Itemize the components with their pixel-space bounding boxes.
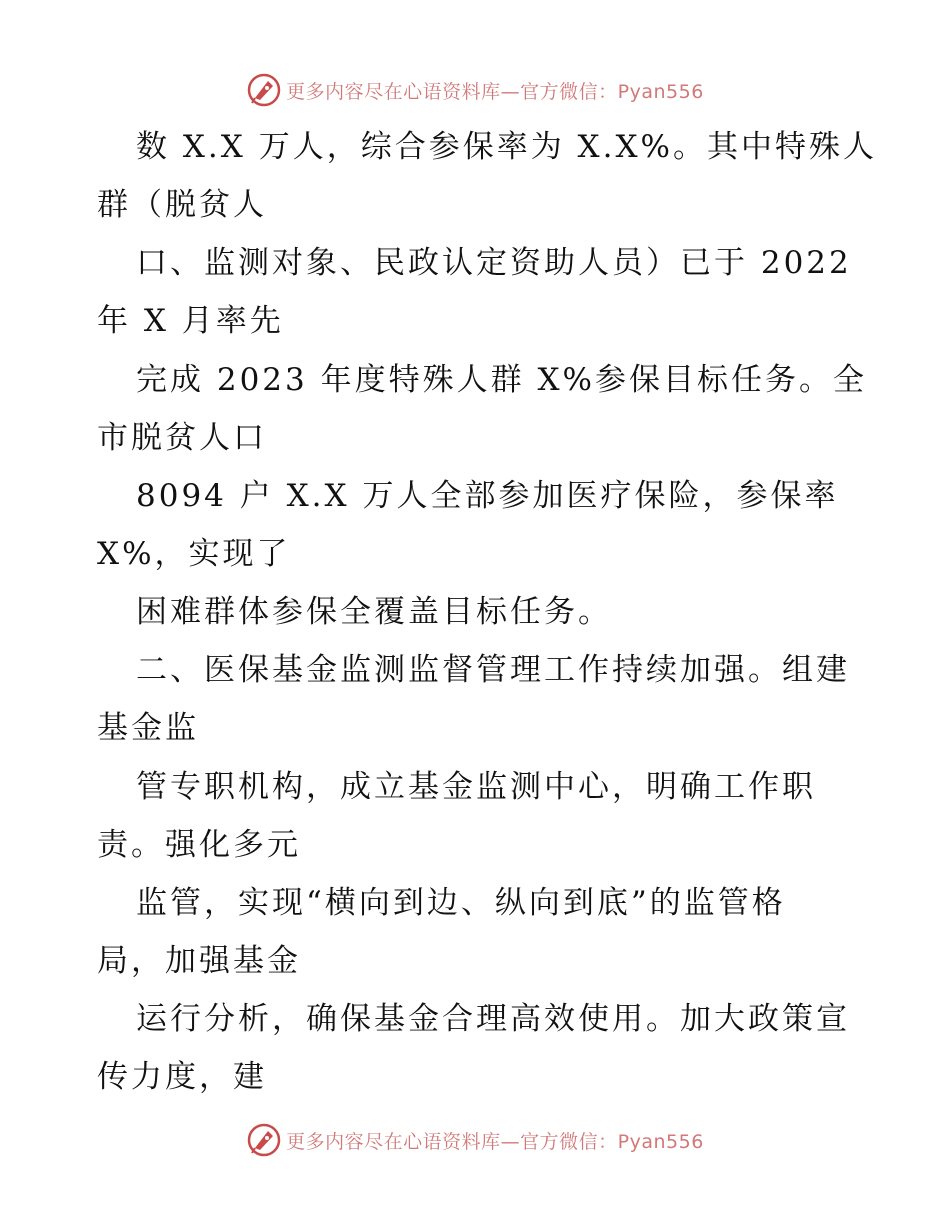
body-line-12: 管专职机构，成立基金监测中心，明确工作职 bbox=[136, 769, 816, 805]
body-line-15: 局，加强基金 bbox=[97, 943, 301, 979]
body-line-3: 口、监测对象、民政认定资助人员）已于 2022 bbox=[136, 245, 852, 281]
body-line-8: X%，实现了 bbox=[97, 536, 291, 572]
body-line-6: 市脱贫人口 bbox=[97, 420, 267, 456]
body-line-7: 8094 户 X.X 万人全部参加医疗保险，参保率 bbox=[136, 478, 839, 514]
body-line-11: 基金监 bbox=[97, 710, 199, 746]
body-line-17: 传力度，建 bbox=[97, 1059, 267, 1095]
banner-text: 更多内容尽在心语资料库—官方微信：Pyan556 bbox=[286, 80, 704, 103]
body-line-1: 数 X.X 万人，综合参保率为 X.X%。其中特殊人 bbox=[136, 129, 878, 165]
body-line-13: 责。强化多元 bbox=[97, 827, 301, 863]
body-line-5: 完成 2023 年度特殊人群 X%参保目标任务。全 bbox=[136, 362, 867, 398]
body-line-16: 运行分析，确保基金合理高效使用。加大政策宣 bbox=[136, 1001, 850, 1037]
body-line-2: 群（脱贫人 bbox=[97, 187, 267, 223]
pen-nib-logo-icon bbox=[246, 1122, 282, 1158]
pen-nib-logo-icon bbox=[246, 72, 282, 108]
footer-banner bbox=[0, 1120, 950, 1160]
body-line-10: 二、医保基金监测监督管理工作持续加强。组建 bbox=[136, 652, 850, 688]
body-line-9: 困难群体参保全覆盖目标任务。 bbox=[136, 594, 612, 630]
banner-text: 更多内容尽在心语资料库—官方微信：Pyan556 bbox=[286, 1130, 704, 1153]
body-line-4: 年 X 月率先 bbox=[97, 303, 284, 339]
header-banner bbox=[0, 70, 950, 110]
body-line-14: 监管，实现“横向到边、纵向到底”的监管格 bbox=[136, 885, 786, 921]
